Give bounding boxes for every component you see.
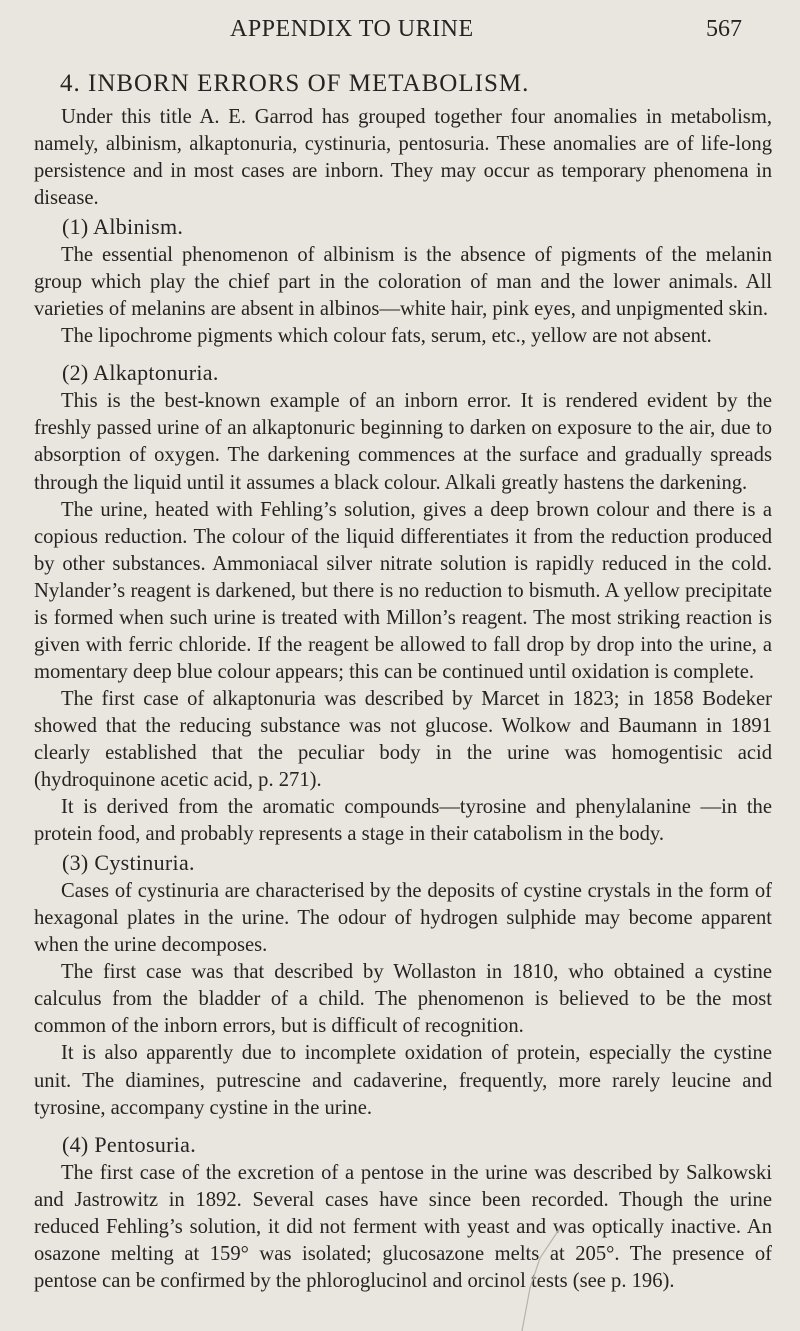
section-heading-pentosuria: (4) Pentosuria. <box>62 1131 197 1157</box>
page-body <box>34 68 772 1295</box>
running-title: APPENDIX TO URINE <box>230 16 474 42</box>
paragraph: The urine, heated with Fehling’s solution, gives a deep brown colour and there is a copious reduction. The colour of the liquid differentiates it from the reduction produced by other substances. Ammoniacal silver nitrate solution is rapidly reduced in the cold. Nylander’s reagent is darkened, but there is no reduction to bismuth. A yellow precipitate is formed when such urine is treated with Millon’s reagent. The most striking reaction is given with ferric chloride. If the reagent be allowed to fall drop by drop into the urine, a momentary deep blue colour appears; this can be continued until oxidation is complete. <box>34 498 772 683</box>
paragraph: This is the best-known example of an inborn error. It is rendered evident by the freshly passed urine of an alkaptonuric beginning to darken on exposure to the air, due to absorption of oxygen. The darkening commences at the surface and gradually spreads through the liquid until it assumes a black colour. Alkali greatly hastens the darkening. <box>34 390 772 494</box>
section-heading-albinism: (1) Albinism. <box>62 214 184 240</box>
intro-paragraph: Under this title A. E. Garrod has grouped together four anomalies in metabolism, namely, albinism, alkaptonuria, cystinuria, pentosuria. These anomalies are of life-long persistence and in most cases are inborn. They may occur as temporary phenomena in disease. <box>34 106 772 210</box>
paragraph: Cases of cystinuria are characterised by the deposits of cystine crystals in the form of hexagonal plates in the urine. The odour of hydrogen sulphide may become apparent when the urine decomposes. <box>34 880 772 957</box>
section-heading-cystinuria: (3) Cystinuria. <box>62 850 195 876</box>
section-heading-alkaptonuria: (2) Alkaptonuria. <box>62 360 219 386</box>
paragraph: The first case of alkaptonuria was described by Marcet in 1823; in 1858 Bodeker showed that the reducing substance was not glucose. Wolkow and Baumann in 1891 clearly established that the peculiar body in the urine was homogentisic acid (hydroquinone acetic acid, p. 271). <box>34 687 772 792</box>
paragraph: The essential phenomenon of albinism is the absence of pigments of the melanin group which play the chief part in the coloration of man and the lower animals. All varieties of melanins are absent in albinos—white hair, pink eyes, and unpigmented skin. <box>34 244 772 321</box>
page-number: 567 <box>706 16 742 42</box>
paragraph: The lipochrome pigments which colour fats, serum, etc., yellow are not absent. <box>61 325 712 348</box>
paragraph: It is also apparently due to incomplete oxidation of protein, especially the cystine unit. The diamines, putrescine and cadaverine, frequently, more rarely leucine and tyrosine, accompany cystine in the urine. <box>34 1042 772 1119</box>
paragraph: The first case of the excretion of a pentose in the urine was described by Salkowski and Jastrowitz in 1892. Several cases have since been recorded. Though the urine reduced Fehling’s solution, it did not ferment with yeast and was optically inactive. An osazone melting at 159° was isolated; glucosazone melts at 205°. The presence of pentose can be confirmed by the phloroglucinol and orcinol tests (see p. 196). <box>34 1161 772 1292</box>
running-head <box>0 10 800 50</box>
paragraph: The first case was that described by Wollaston in 1810, who obtained a cystine calculus from the bladder of a child. The phenomenon is believed to be the most common of the inborn errors, but is difficult of recognition. <box>34 961 772 1038</box>
paragraph: It is derived from the aromatic compounds—tyrosine and phenylalanine —in the protein food, and probably represents a stage in their catabolism in the body. <box>34 796 772 846</box>
chapter-title: 4. INBORN ERRORS OF METABOLISM. <box>60 70 530 97</box>
